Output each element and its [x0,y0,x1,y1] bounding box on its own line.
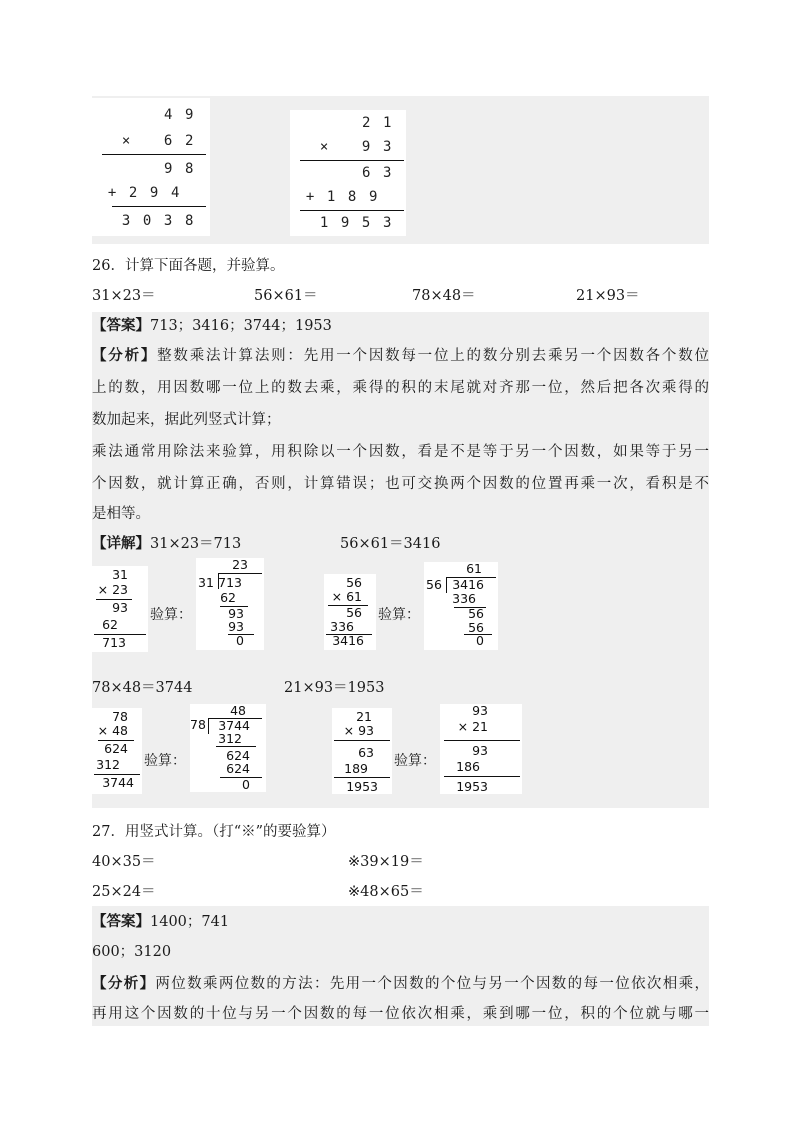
calc-partial-1: 56 [346,605,362,620]
long-division-3744-by-78 [190,704,266,792]
detail-eq-3: 78×48＝3744 [92,680,193,696]
q26-problem-1: 31×23＝ [92,288,156,304]
q27-analysis-line-2: 再用这个因数的十位与另一个因数的每一位依次相乘，乘到哪一位，积的个位就与哪一 [92,1006,709,1022]
calc-partial-1: 93 [112,600,128,615]
division-step-3: 93 [228,619,244,634]
calc-multiplier: × 21 [457,719,488,734]
long-division-713-by-31 [196,558,264,650]
calc-result: 3744 [102,775,134,790]
q26-analysis-line-5: 个因数，就计算正确，否则，计算错误；也可交换两个因数的位置再乘一次，看积是不 [92,476,709,492]
analysis-tag: 【分析】 [92,347,158,364]
q27-problem-1: 40×35＝ [92,854,156,870]
calc-multiplier: × 23 [97,582,128,597]
calc-multiplicand: 31 [112,567,128,582]
calc-rule [300,160,404,161]
division-bracket-side [446,577,447,593]
calc-result: 1953 [456,779,488,794]
q26-analysis-line-4: 乘法通常用除法来验算，用积除以一个因数，看是不是等于另一个因数，如果等于另一 [92,444,709,460]
detail-eq-1: 31×23＝713 [150,536,242,552]
calc-result: 3416 [332,633,364,648]
check-label: 验算： [144,753,186,769]
division-rule [216,746,256,747]
calc-multiplicand: 56 [346,575,362,590]
calc-result: 1953 [319,215,404,231]
vertical-calc-78x48 [94,710,142,792]
division-dividend: 3744 [218,718,250,733]
answer-tag: 【答案】 [92,317,150,334]
division-bracket-top [218,573,262,574]
calc-result: 3038 [121,213,206,229]
q26-analysis-line-2: 上的数，用因数哪一位上的数去乘，乘得的积的末尾就对齐那一位，然后把各次乘得的 [92,380,709,396]
answer-text: 713；3416；3744；1953 [150,318,332,334]
q26-problem-3: 78×48＝ [412,288,476,304]
q26-detail-line [92,534,241,554]
calc-rule [334,740,390,741]
vertical-calc-93x21 [442,704,520,792]
calc-result: 713 [102,635,126,650]
calc-partial-2: 62 [102,617,118,632]
vertical-calc-21x93 [334,710,390,794]
q26-analysis-line-6: 是相等。 [92,506,150,522]
calc-multiplier: × 93 [343,723,374,738]
calc-multiplicand: 49 [163,107,206,123]
division-divisor: 56 [426,577,442,592]
division-step-1: 336 [452,591,476,606]
q26-problem-2: 56×61＝ [254,288,318,304]
division-dividend: 3416 [452,577,484,592]
check-label: 验算： [394,753,436,769]
vertical-calc-21x93 [296,114,404,234]
division-remainder: 0 [242,777,250,792]
calc-partial-2: 189 [344,761,368,776]
analysis-tag: 【分析】 [92,975,156,992]
calc-result: 1953 [346,779,378,794]
calc-rule [444,740,520,741]
q26-analysis-line-3: 数加起来，据此列竖式计算； [92,412,281,428]
division-step-3: 56 [468,620,484,635]
calc-partial-1: 98 [163,161,206,177]
calc-partial-2: 336 [330,619,354,634]
q26-analysis-line-1 [92,346,709,366]
q27-title: 27．用竖式计算。（打“※”的要验算） [92,824,336,840]
division-bracket-side [208,718,209,734]
calc-multiplicand: 21 [361,115,404,131]
answer-tag: 【答案】 [92,913,150,930]
calc-rule [112,206,206,207]
division-remainder: 0 [476,633,484,648]
analysis-text: 整数乘法计算法则：先用一个因数每一位上的数分别去乘另一个因数各个数位 [157,348,710,364]
vertical-calc-49x62 [98,106,206,230]
division-quotient: 48 [230,703,246,718]
q27-answer [92,912,229,932]
vertical-calc-56x61 [326,576,376,648]
calc-multiplier: × 62 [121,133,206,149]
division-step-2: 93 [228,606,244,621]
q26-answer [92,316,332,336]
division-step-2: 624 [226,748,250,763]
calc-rule [334,777,390,778]
q26-problem-4: 21×93＝ [576,288,640,304]
division-dividend: 713 [218,575,242,590]
calc-multiplier: × 48 [97,723,128,738]
division-divisor: 78 [190,717,206,732]
division-step-2: 56 [468,606,484,621]
q27-answer-line-2: 600；3120 [92,944,172,960]
long-division-3416-by-56 [424,562,498,650]
analysis-text: 两位数乘两位数的方法：先用一个因数的个位与另一个因数的每一位依次相乘， [155,976,709,992]
q27-problem-2: ※39×19＝ [348,854,424,870]
check-label: 验算： [150,607,192,623]
division-step-1: 62 [220,590,236,605]
detail-eq-2: 56×61＝3416 [340,536,441,552]
calc-rule [300,210,404,211]
division-step-3: 624 [226,761,250,776]
division-rule [220,777,262,778]
calc-partial-1: 93 [472,743,488,758]
calc-multiplier: × 61 [331,589,362,604]
division-quotient: 61 [466,561,482,576]
calc-partial-1: 63 [358,745,374,760]
calc-partial-2: 186 [456,759,480,774]
calc-partial-2: +189 [305,189,390,205]
division-divisor: 31 [198,575,214,590]
answer-text: 1400；741 [150,914,230,930]
q26-title: 26．计算下面各题，并验算。 [92,258,285,274]
calc-multiplicand: 93 [472,703,488,718]
calc-multiplier: × 93 [319,139,404,155]
calc-rule [444,776,520,777]
calc-rule [102,154,206,155]
q27-analysis-line-1 [92,974,709,994]
division-remainder: 0 [236,633,244,648]
vertical-calc-31x23 [94,568,146,652]
calc-multiplicand: 78 [112,709,128,724]
detail-eq-4: 21×93＝1953 [284,680,385,696]
calc-partial-2: +294 [107,185,192,201]
calc-multiplicand: 21 [356,709,372,724]
division-step-1: 312 [218,731,242,746]
calc-partial-1: 63 [361,165,404,181]
detail-tag: 【详解】 [92,535,150,552]
calc-partial-2: 312 [96,757,120,772]
check-label: 验算： [378,607,420,623]
q27-problem-3: 25×24＝ [92,884,156,900]
division-quotient: 23 [232,557,248,572]
calc-partial-1: 624 [104,741,128,756]
q27-problem-4: ※48×65＝ [348,884,424,900]
